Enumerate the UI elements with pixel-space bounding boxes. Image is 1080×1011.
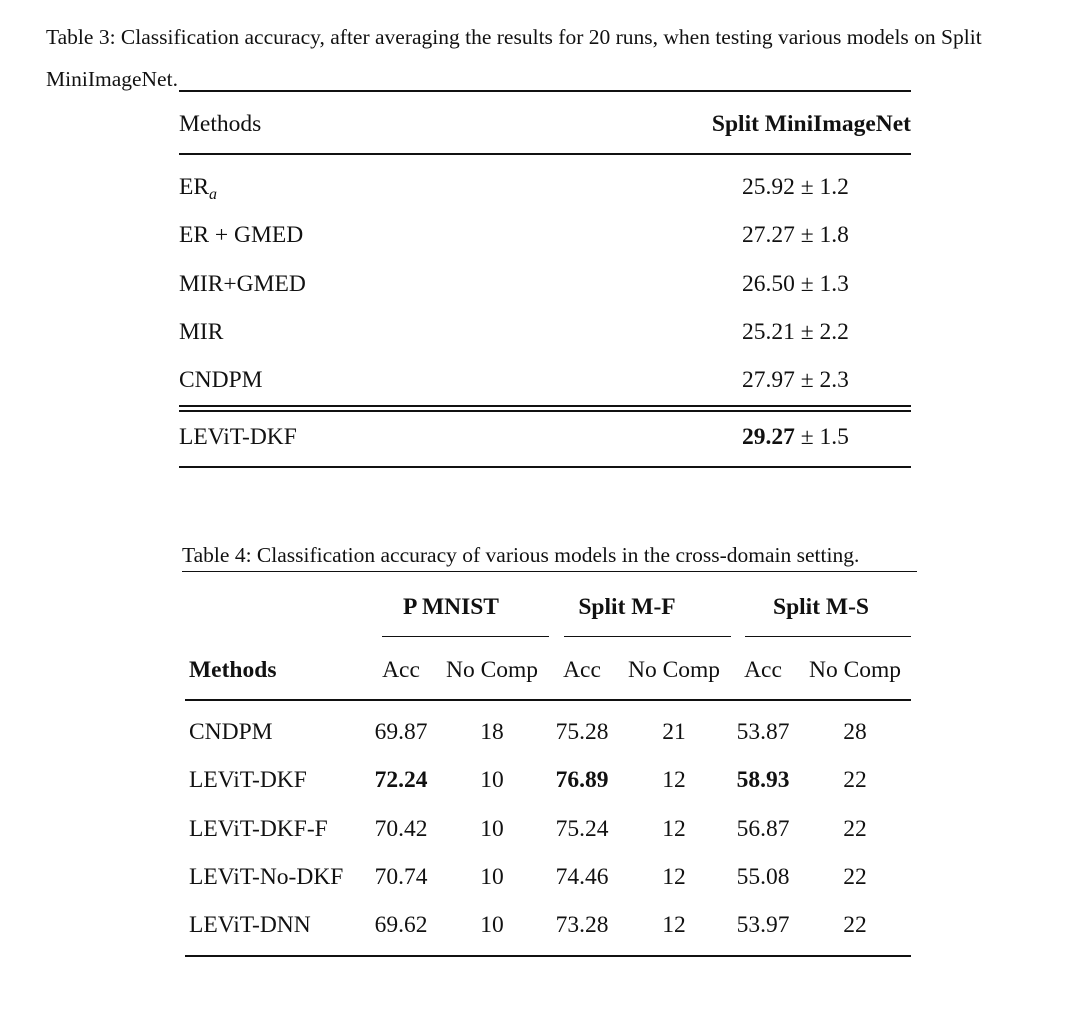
table4-subheader: No Comp xyxy=(808,657,902,683)
table4-cell: 75.24 xyxy=(555,816,609,842)
table3-row-method: $ER_a$ xyxy=(179,174,218,203)
table3-row-value: 25.92 ± 1.2 xyxy=(742,174,849,200)
table3-final-std: 1.5 xyxy=(819,424,849,450)
table4-group-rule xyxy=(382,636,549,637)
table4-group-rule xyxy=(564,636,731,637)
table3 xyxy=(179,90,911,470)
table4-cell: 56.87 xyxy=(736,816,790,842)
table3-row-method: CNDPM xyxy=(179,367,263,393)
table3-double-rule-bottom xyxy=(179,410,911,412)
table4-cell: 12 xyxy=(662,816,686,842)
table4-cell: 72.24 xyxy=(374,767,428,793)
table4-subheader: No Comp xyxy=(445,657,539,683)
table3-header-methods: Methods xyxy=(179,111,262,137)
table4-cell: 28 xyxy=(843,719,867,745)
table4-cell: 10 xyxy=(480,767,504,793)
table3-final-value: 29.27 xyxy=(742,424,795,450)
table4-header-methods: Methods xyxy=(189,657,277,683)
table4-cell: 73.28 xyxy=(555,912,609,938)
table4-cell: 22 xyxy=(843,767,867,793)
table3-row-method: MIR xyxy=(179,319,224,345)
table4-cell: 10 xyxy=(480,912,504,938)
table4-cell: 53.87 xyxy=(736,719,790,745)
table3-bottom-rule xyxy=(179,466,911,468)
table4-cell: 76.89 xyxy=(555,767,609,793)
table4-cell: 70.74 xyxy=(374,864,428,890)
table4-group-header: Split M-S xyxy=(773,594,869,620)
table4-cell: 12 xyxy=(662,767,686,793)
table3-final-pm: ± xyxy=(800,424,814,450)
table4-cell: 74.46 xyxy=(555,864,609,890)
table3-final-value-cell xyxy=(742,424,849,451)
table4-row-method: CNDPM xyxy=(189,719,273,745)
table4-subheader: No Comp xyxy=(627,657,721,683)
table3-top-rule xyxy=(179,90,911,92)
table4-cell: 21 xyxy=(662,719,686,745)
table4-subheader: Acc xyxy=(563,657,601,683)
table4-group-header: Split M-F xyxy=(578,594,676,620)
table4-cell: 69.62 xyxy=(374,912,428,938)
table4-bottom-rule xyxy=(185,955,911,957)
table4-subheader: Acc xyxy=(744,657,782,683)
table3-row-method-subscript: a xyxy=(209,186,218,203)
table4 xyxy=(185,585,911,965)
table4-cell: 10 xyxy=(480,864,504,890)
table4-caption: Table 4: Classification accuracy of various models in the cross-domain setting. xyxy=(182,543,860,567)
table3-row-value: 26.50 ± 1.3 xyxy=(742,271,849,297)
table4-cell: 70.42 xyxy=(374,816,428,842)
table4-cell: 22 xyxy=(843,816,867,842)
table3-header-rule xyxy=(179,153,911,155)
table4-cell: 75.28 xyxy=(555,719,609,745)
table3-row-method: MIR+GMED xyxy=(179,271,306,297)
table4-cell: 22 xyxy=(843,864,867,890)
table3-row-value: 27.27 ± 1.8 xyxy=(742,222,849,248)
table4-cell: 58.93 xyxy=(736,767,790,793)
table4-row-method: LEViT-DNN xyxy=(189,912,311,938)
table3-caption: Table 3: Classification accuracy, after averaging the results for 20 runs, when testing various models on Split MiniImageNet. xyxy=(46,25,982,91)
table4-caption-underline xyxy=(182,571,917,572)
table3-row-value: 27.97 ± 2.3 xyxy=(742,367,849,393)
table4-cell: 22 xyxy=(843,912,867,938)
table4-cell: 53.97 xyxy=(736,912,790,938)
table4-row-method: LEViT-No-DKF xyxy=(189,864,344,890)
table4-cell: 55.08 xyxy=(736,864,790,890)
table4-header-rule xyxy=(185,699,911,701)
table4-group-header: P MNIST xyxy=(403,594,499,620)
table3-row-value: 25.21 ± 2.2 xyxy=(742,319,849,345)
table3-double-rule-top xyxy=(179,405,911,407)
table4-row-method: LEViT-DKF xyxy=(189,767,307,793)
table3-final-method: LEViT-DKF xyxy=(179,424,297,450)
table3-header-dataset: Split MiniImageNet xyxy=(711,111,911,137)
table4-cell: 69.87 xyxy=(374,719,428,745)
table4-cell: 12 xyxy=(662,864,686,890)
table4-group-rule xyxy=(745,636,911,637)
table4-cell: 12 xyxy=(662,912,686,938)
table4-cell: 10 xyxy=(480,816,504,842)
table3-row-method: ER + GMED xyxy=(179,222,304,248)
table4-row-method: LEViT-DKF-F xyxy=(189,816,328,842)
table4-subheader: Acc xyxy=(382,657,420,683)
table4-cell: 18 xyxy=(480,719,504,745)
